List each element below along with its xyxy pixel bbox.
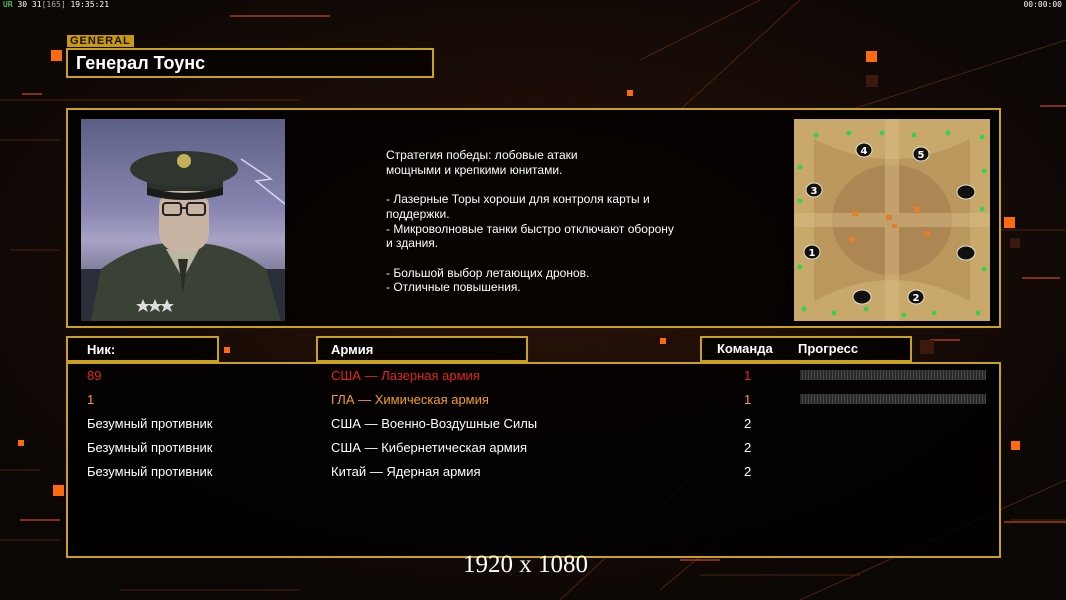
general-portrait (81, 119, 285, 321)
start-position-2: 2 (912, 293, 920, 304)
header-army-label: Армия (331, 342, 374, 357)
player-team: 2 (744, 440, 752, 455)
general-title-box (66, 48, 434, 78)
start-position-1: 1 (808, 248, 816, 259)
player-army: Китай — Ядерная армия (331, 464, 481, 479)
start-position-5: 5 (917, 150, 925, 161)
fps-values: 30 31 (17, 0, 42, 9)
player-nick: 89 (87, 368, 102, 383)
start-position-3: 3 (810, 186, 818, 197)
player-nick: Безумный противник (87, 440, 213, 455)
header-nick-label: Ник: (87, 342, 116, 357)
player-team: 2 (744, 416, 752, 431)
debug-overlay (3, 0, 109, 9)
header-team-label: Команда (717, 341, 773, 356)
general-name: Генерал Тоунс (76, 53, 206, 73)
general-info-panel (66, 108, 1001, 328)
players-table (66, 362, 1001, 558)
fps-label: UR (3, 0, 13, 9)
start-position-4: 4 (860, 146, 868, 157)
player-army: ГЛА — Химическая армия (331, 392, 489, 407)
player-team: 1 (744, 392, 752, 407)
player-nick: Безумный противник (87, 464, 213, 479)
loading-progress-bar (800, 370, 986, 380)
player-army: США — Кибернетическая армия (331, 440, 528, 455)
resolution-watermark: 1920 x 1080 (463, 551, 588, 578)
player-row (68, 438, 999, 460)
player-team: 2 (744, 464, 752, 479)
player-row (68, 462, 999, 484)
clock: 19:35:21 (70, 0, 110, 9)
header-team-progress (700, 336, 912, 362)
general-portrait-image (81, 119, 285, 321)
map-terrain (794, 119, 990, 321)
header-progress-label: Прогресс (798, 341, 859, 356)
player-row (68, 366, 999, 388)
loading-progress-bar (800, 394, 986, 404)
strategy-description: Стратегия победы: лобовые атаки мощными и крепкими юнитами. - Лазерные Торы хороши для контроля карты и поддержки. - Микроволновые танки быстро отключают оборону и здания. - Большой выбор летающих дронов. - Отличные повышения. (386, 148, 674, 295)
map-preview[interactable] (794, 119, 990, 321)
header-nick (66, 336, 219, 362)
general-tag: GENERAL (67, 35, 134, 47)
player-row (68, 414, 999, 436)
fps-extra: [165] (41, 0, 66, 9)
header-army (316, 336, 528, 362)
player-army: США — Лазерная армия (331, 368, 480, 383)
player-row (68, 390, 999, 412)
player-nick: 1 (87, 392, 95, 407)
player-team: 1 (744, 368, 752, 383)
game-timer: 00:00:00 (1023, 0, 1062, 9)
player-army: США — Военно-Воздушные Силы (331, 416, 538, 431)
player-nick: Безумный противник (87, 416, 213, 431)
